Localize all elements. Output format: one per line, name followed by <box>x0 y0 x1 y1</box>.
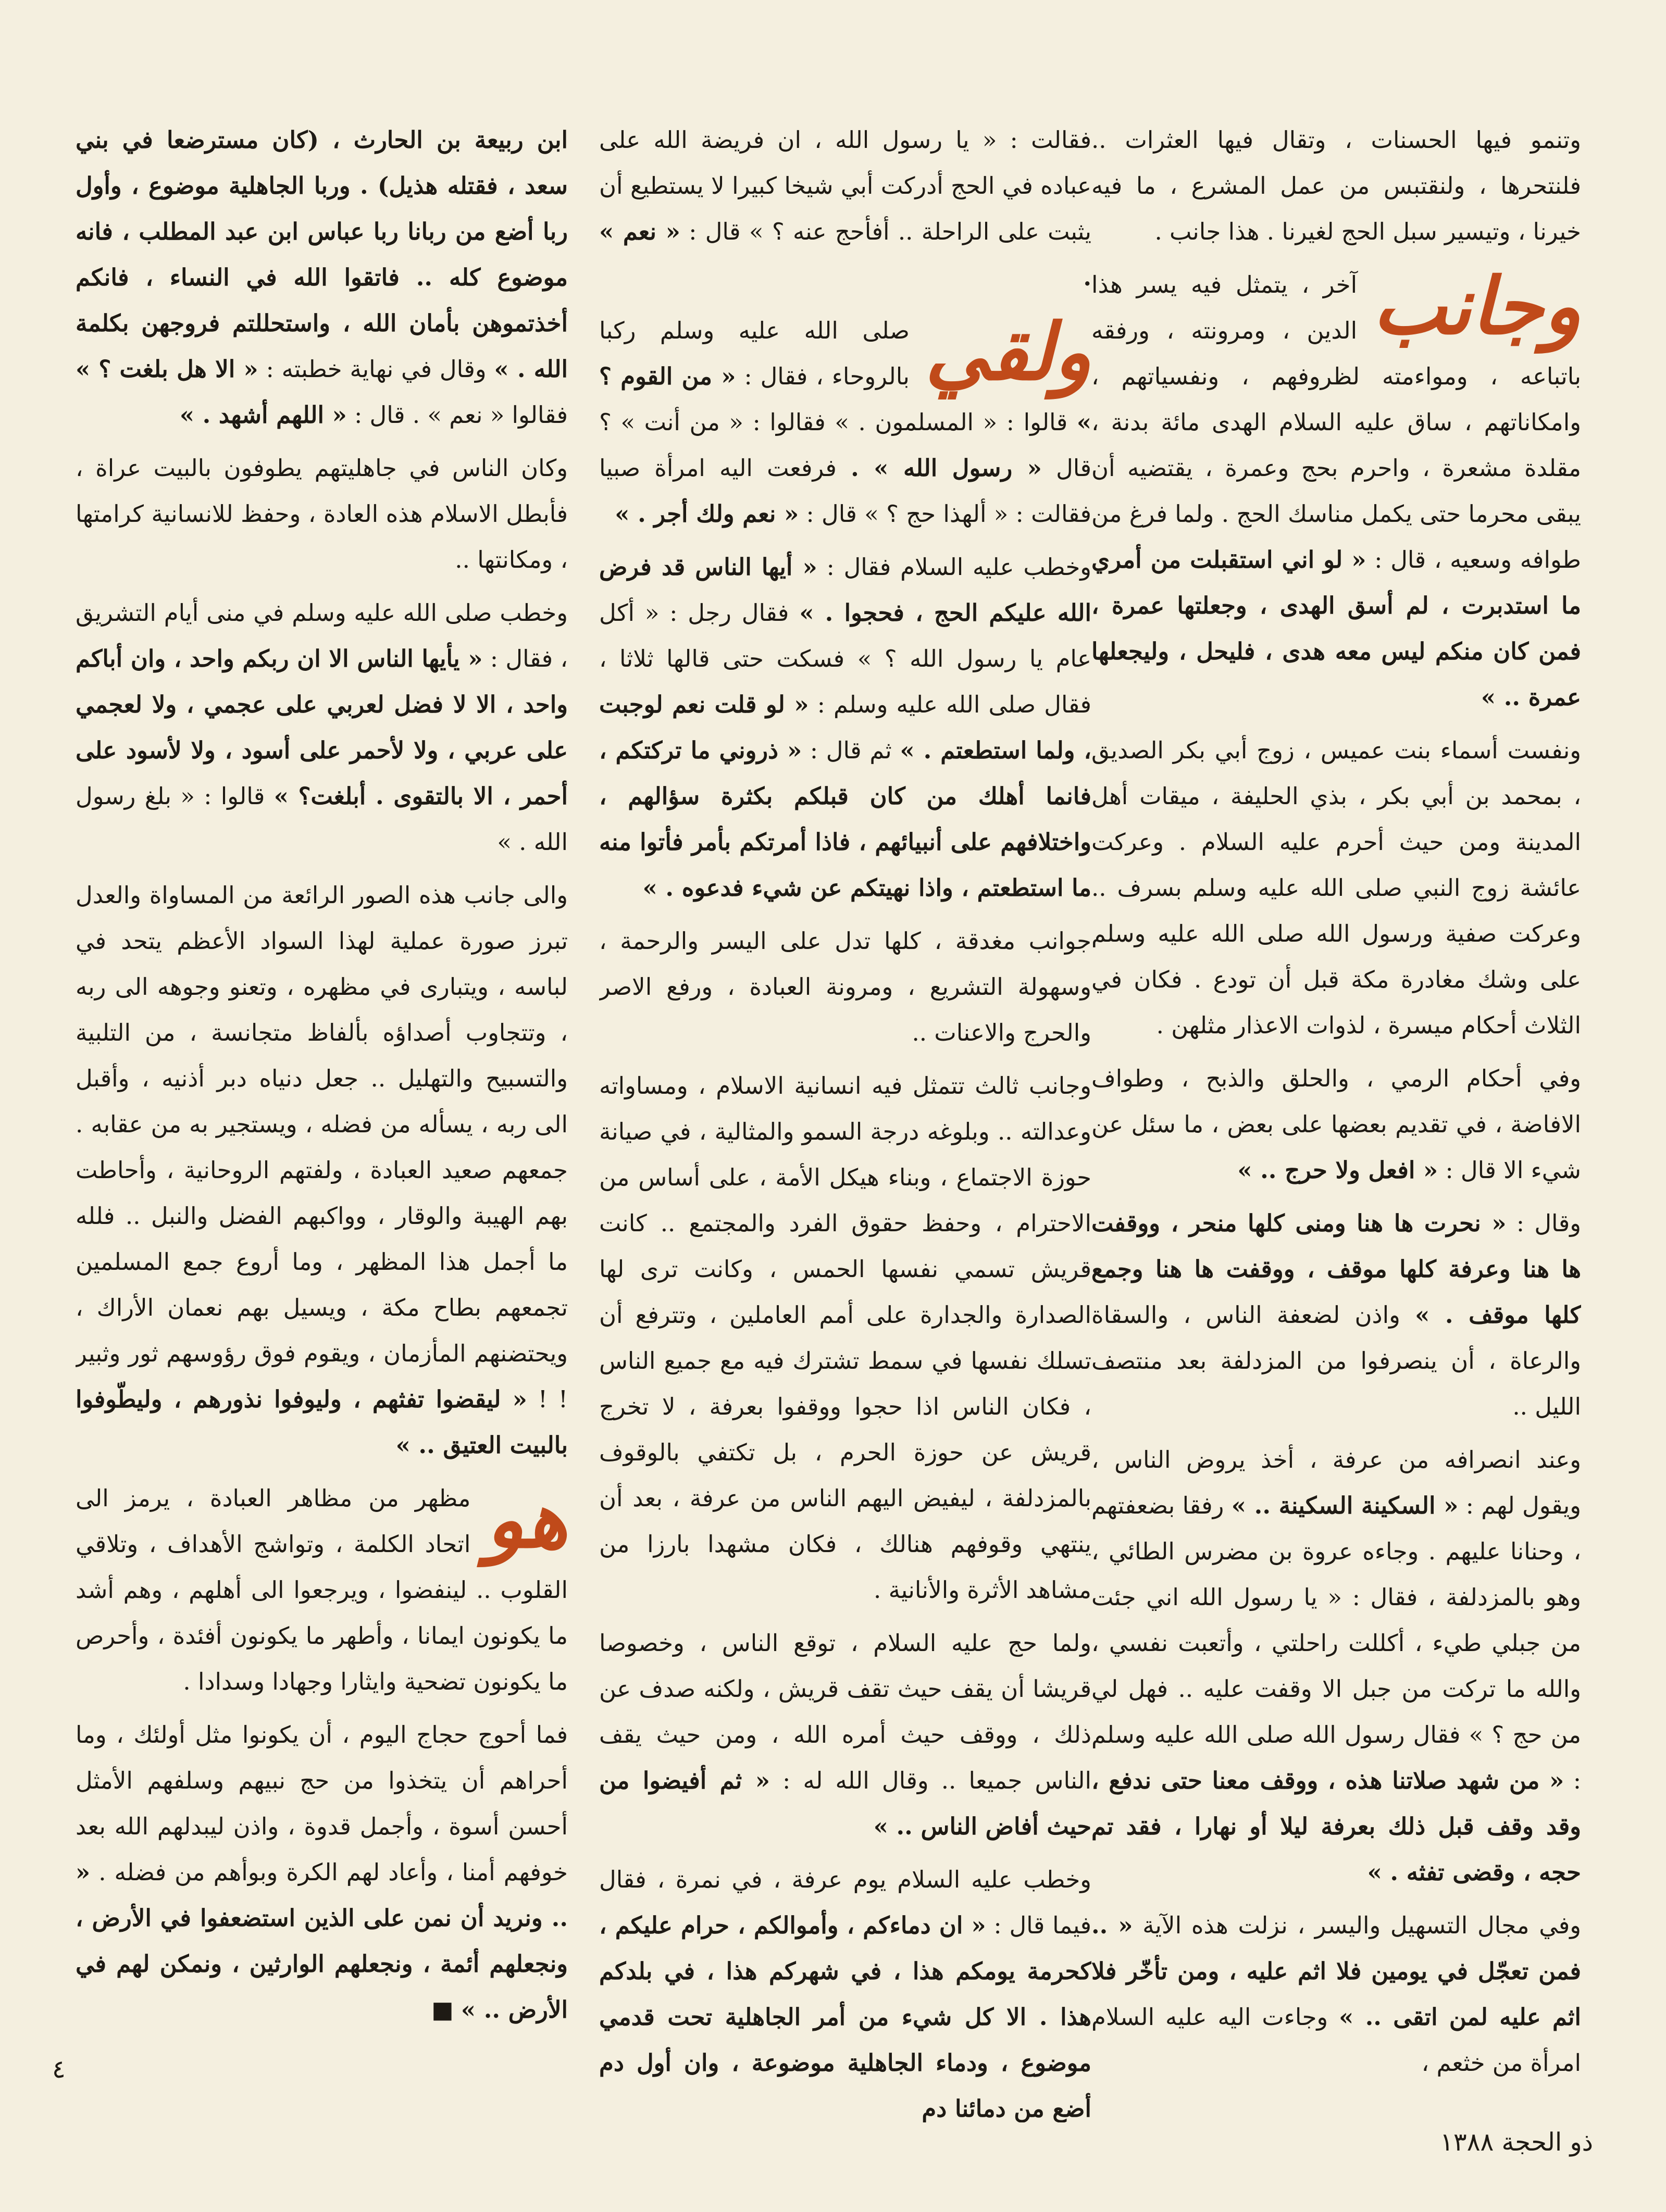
paragraph: وخطب عليه السلام فقال : « أيها الناس قد فرض الله عليكم الحج ، فحجوا . » فقال رجل : « أكل عام يا رسول الله ؟ » فسكت حتى قالها ثلاثا ، فقال صلى الله عليه وسلم : « لو قلت نعم لوجبت ، ولما استطعتم . » ثم قال : « ذروني ما تركتكم ، فانما أهلك من كان قبلكم بكثرة سؤالهم ، واختلافهم على أنبيائهم ، فاذا أمرتكم بأمر فأتوا منه ما استطعتم ، واذا نهيتكم عن شيء فدعوه . » <box>599 553 1091 902</box>
page-number: ٤ <box>52 2055 66 2084</box>
paragraph: وجانب ثالث تتمثل فيه انسانية الاسلام ، ومساواته وعدالته .. وبلوغه درجة السمو والمثالية ، في صيانة حوزة الاجتماع ، وبناء هيكل الأمة ، على أساس من الاحترام ، وحفظ حقوق الفرد والمجتمع .. كانت قريش تسمي نفسها الحمس ، وكانت ترى لها الصدارة والجدارة على أمم العاملين ، وتترفع أن تسلك نفسها في سمط تشترك فيه مع جميع الناس ، فكان الناس اذا حجوا ووقفوا بعرفة ، لا تخرج قريش عن حوزة الحرم ، بل تكتفي بالوقوف بالمزدلفة ، ليفيض اليهم الناس من عرفة ، بعد أن ينتهي وقوفهم هنالك ، فكان مشهدا بارزا من مشاهد الأثرة والأنانية . <box>599 1072 1091 1604</box>
section-headword: هو <box>486 1474 568 1566</box>
paragraph: ولقي صلى الله عليه وسلم ركبا بالروحاء ، فقال : « من القوم ؟ » قالوا : « المسلمون . » فقالوا : « من أنت » ؟ قال « رسول الله » . فرفعت اليه امرأة صبيا فقالت : « ألهذا حج ؟ » قال : « نعم ولك أجر . » <box>599 306 1091 528</box>
paragraph: ابن ربيعة بن الحارث ، (كان مسترضعا في بني سعد ، فقتله هذيل) . وربا الجاهلية موضوع ، وأول ربا أضع من ربانا ربا عباس ابن عبد المطلب ، فانه موضوع كله .. فاتقوا الله في النساء ، فانكم أخذتموهن بأمان الله ، واستحللتم فروجهن بكلمة الله . » وقال في نهاية خطبته : « الا هل بلغت ؟ » فقالوا « نعم » . قال : « اللهم أشهد . » <box>76 126 568 429</box>
hadith-quote: « نحرت ها هنا ومنى كلها منحر ، ووقفت ها هنا وعرفة كلها موقف ، ووقفت ها هنا وجمع كلها موقف . » <box>1091 1209 1581 1329</box>
hadith-quote: « نعم » . <box>599 218 1091 291</box>
paragraph: وكان الناس في جاهليتهم يطوفون بالبيت عراة ، فأبطل الاسلام هذه العادة ، وحفظ للانسانية كرامتها ، ومكانتها .. <box>76 454 568 573</box>
paragraph: وقال : « نحرت ها هنا ومنى كلها منحر ، ووقفت ها هنا وعرفة كلها موقف ، ووقفت ها هنا وجمع كلها موقف . » واذن لضعفة الناس ، والسقاة والرعاة ، أن ينصرفوا من المزدلفة بعد منتصف الليل .. <box>1091 1209 1581 1420</box>
quran-verse: « .. فمن تعجّل في يومين فلا اثم عليه ، ومن تأخّر فلا اثم عليه لمن اتقى .. » <box>1091 1911 1581 2031</box>
hadith-quote: « رسول الله » . <box>851 454 1042 482</box>
quran-verse: « ثم أفيضوا من حيث أفاض الناس .. » <box>599 1767 1091 1840</box>
hadith-quote: « ان دماءكم ، وأموالكم ، حرام عليكم ، كحرمة يومكم هذا ، في شهركم هذا ، في بلدكم هذا . الا كل شيء من أمر الجاهلية تحت قدمي موضوع ، ودماء الجاهلية موضوعة ، وان أول دم أضع من دمائنا دم <box>599 1911 1091 2122</box>
hadith-quote: « لو قلت نعم لوجبت ، ولما استطعتم . » <box>599 691 1091 764</box>
quran-verse: « ليقضوا تفثهم ، وليوفوا نذورهم ، وليطّوفوا بالبيت العتيق .. » <box>76 1385 568 1459</box>
paragraph: ولما حج عليه السلام ، توقع الناس ، وخصوصا قريشا أن يقف حيث تقف قريش ، ولكنه صدف عن ذلك ، ووقف حيث أمره الله ، ومن حيث يقف الناس جميعا .. وقال الله له : « ثم أفيضوا من حيث أفاض الناس .. » <box>599 1629 1091 1840</box>
paragraph: وتنمو فيها الحسنات ، وتقال فيها العثرات .. فلنتحرها ، ولنقتبس من عمل المشرع ، ما فيه خيرنا ، وتيسير سبل الحج لغيرنا . هذا جانب . <box>1091 126 1581 245</box>
hadith-quote: « الا هل بلغت ؟ » <box>76 355 258 383</box>
hadith-quote: « افعل ولا حرج .. » <box>1237 1156 1438 1184</box>
paragraph: وفي أحكام الرمي ، والحلق والذبح ، وطواف الافاضة ، في تقديم بعضها على بعض ، ما سئل عن شيء الا قال : « افعل ولا حرج .. » <box>1091 1065 1581 1184</box>
paragraph: والى جانب هذه الصور الرائعة من المساواة والعدل تبرز صورة عملية لهذا السواد الأعظم يتحد في لباسه ، ويتبارى في مظهره ، وتعنو وجوهه الى ربه ، وتتجاوب أصداؤه بألفاظ متجانسة ، من التلبية والتسبيح والتهليل .. جعل دنياه دبر أذنيه ، وأقبل الى ربه ، يسأله من فضله ، ويستجير به من عقابه . جمعهم صعيد العبادة ، ولفتهم الروحانية ، وأحاطت بهم الهيبة والوقار ، وواكبهم الفضل والنبل .. فلله ما أجمل هذا المظهر ، وما أروع جمع المسلمين تجمعهم بطاح مكة ، ويسيل بهم نعمان الأراك ، ويحتضنهم المأزمان ، ويقوم فوق رؤوسهم ثور وثبير ! ! « ليقضوا تفثهم ، وليوفوا نذورهم ، وليطّوفوا بالبيت العتيق .. » <box>76 881 568 1459</box>
quran-verse: « .. ونريد أن نمن على الذين استضعفوا في الأرض ، ونجعلهم أئمة ، ونجعلهم الوارثين ، ونمكن لهم في الأرض .. » <box>76 1858 568 2023</box>
hadith-quote: « أيها الناس قد فرض الله عليكم الحج ، فحجوا . » <box>599 553 1091 627</box>
paragraph: ونفست أسماء بنت عميس ، زوج أبي بكر الصديق ، بمحمد بن أبي بكر ، بذي الحليفة ، ميقات أهل المدينة ومن حيث أحرم عليه السلام . وعركت عائشة زوج النبي صلى الله عليه وسلم بسرف .. وعركت صفية ورسول الله صلى الله عليه وسلم على وشك مغادرة مكة قبل أن تودع . فكان في الثلاث أحكام ميسرة ، لذوات الاعذار مثلهن . <box>1091 736 1581 1039</box>
hadith-quote: « من شهد صلاتنا هذه ، ووقف معنا حتى ندفع ، وقد وقف قبل ذلك بعرفة ليلا أو نهارا ، فقد تم حجه ، وقضى تفثه . » <box>1091 1767 1581 1886</box>
paragraph: وعند انصرافه من عرفة ، أخذ يروض الناس ، ويقول لهم : « السكينة السكينة .. » رفقا بضعفتهم ، وحنانا عليهم . وجاءه عروة بن مضرس الطائي ، وهو بالمزدلفة ، فقال : « يا رسول الله اني جئت من جبلي طيء ، أكللت راحلتي ، وأتعبت نفسي ، والله ما تركت من جبل الا وقفت عليه .. فهل لي من حج ؟ » فقال رسول الله صلى الله عليه وسلم : « من شهد صلاتنا هذه ، ووقف معنا حتى ندفع ، وقد وقف قبل ذلك بعرفة ليلا أو نهارا ، فقد تم حجه ، وقضى تفثه . » <box>1091 1446 1581 1886</box>
hadith-quote: « من القوم ؟ » <box>599 363 1091 436</box>
hadith-quote: « السكينة السكينة .. » <box>1231 1492 1459 1519</box>
hadith-quote: ابن ربيعة بن الحارث ، (كان مسترضعا في بني سعد ، فقتله هذيل) . وربا الجاهلية موضوع ، وأول ربا أضع من ربانا ربا عباس ابن عبد المطلب ، فانه موضوع كله .. فاتقوا الله في النساء ، فانكم أخذتموهن بأمان الله ، واستحللتم فروجهن بكلمة الله . » <box>76 126 568 383</box>
paragraph: فقالت : « يا رسول الله ، ان فريضة الله على عباده في الحج أدركت أبي شيخا كبيرا لا يستطيع أن يثبت على الراحلة .. أفأحج عنه ؟ » قال : « نعم » . <box>599 126 1091 291</box>
column-right <box>1091 117 1581 2122</box>
hadith-quote: « نعم ولك أجر . » <box>615 500 799 528</box>
paragraph: هو مظهر من مظاهر العبادة ، يرمز الى اتحاد الكلمة ، وتواشج الأهداف ، وتلاقي القلوب .. لينفضوا ، ويرجعوا الى أهلهم ، وهم أشد ما يكونون ايمانا ، وأطهر ما يكونون أفئدة ، وأحرص ما يكونون تضحية وايثارا وجهادا وسدادا . <box>76 1474 568 1695</box>
issue-date: ذو الحجة ١٣٨٨ <box>1440 2128 1593 2157</box>
hadith-quote: « لو اني استقبلت من أمري ما استدبرت ، لم أسق الهدى ، وجعلتها عمرة ، فمن كان منكم ليس معه هدى ، فليحل ، وليجعلها عمرة .. » <box>1091 546 1581 711</box>
paragraph: وخطب عليه السلام يوم عرفة ، في نمرة ، فقال فيما قال : « ان دماءكم ، وأموالكم ، حرام عليكم ، كحرمة يومكم هذا ، في شهركم هذا ، في بلدكم هذا . الا كل شيء من أمر الجاهلية تحت قدمي موضوع ، ودماء الجاهلية موضوعة ، وان أول دم أضع من دمائنا دم <box>599 1866 1091 2122</box>
hadith-quote: « اللهم أشهد . » <box>179 401 347 429</box>
hadith-quote: « يأيها الناس الا ان ربكم واحد ، وان أباكم واحد ، الا لا فضل لعربي على عجمي ، ولا لعجمي على عربي ، ولا لأحمر على أسود ، ولا لأسود على أحمر ، الا بالتقوى . أبلغت؟ » <box>76 645 568 810</box>
column-middle <box>599 117 1091 2122</box>
paragraph: وخطب صلى الله عليه وسلم في منى أيام التشريق ، فقال : « يأيها الناس الا ان ربكم واحد ، وان أباكم واحد ، الا لا فضل لعربي على عجمي ، ولا لعجمي على عربي ، ولا لأحمر على أسود ، ولا لأسود على أحمر ، الا بالتقوى . أبلغت؟ » قالوا : « بلغ رسول الله . » <box>76 599 568 856</box>
end-mark: ■ <box>431 1996 454 2023</box>
paragraph: وجانب آخر ، يتمثل فيه يسر هذا الدين ، ومرونته ، ورفقه باتباعه ، ومواءمته لظروفهم ، ونفسياتهم ، وامكاناتهم ، ساق عليه السلام الهدى مائة بدنة ، مقلدة مشعرة ، واحرم بحج وعمرة ، يقتضيه أن يبقى محرما حتى يكمل مناسك الحج . ولما فرغ من طوافه وسعيه ، قال : « لو اني استقبلت من أمري ما استدبرت ، لم أسق الهدى ، وجعلتها عمرة ، فمن كان منكم ليس معه هدى ، فليحل ، وليجعلها عمرة .. » <box>1091 260 1581 711</box>
section-headword: ولقي <box>925 306 1091 398</box>
section-headword: وجانب <box>1373 260 1581 352</box>
hadith-quote: « ذروني ما تركتكم ، فانما أهلك من كان قبلكم بكثرة سؤالهم ، واختلافهم على أنبيائهم ، فاذا أمرتكم بأمر فأتوا منه ما استطعتم ، واذا نهيتكم عن شيء فدعوه . » <box>599 736 1091 902</box>
column-left <box>76 117 568 2122</box>
paragraph: جوانب مغدقة ، كلها تدل على اليسر والرحمة ، وسهولة التشريع ، ومرونة العبادة ، ورفع الاصر والحرج والاعنات .. <box>599 927 1091 1046</box>
paragraph: وفي مجال التسهيل واليسر ، نزلت هذه الآية « .. فمن تعجّل في يومين فلا اثم عليه ، ومن تأخّر فلا اثم عليه لمن اتقى .. » وجاءت اليه عليه السلام امرأة من خثعم ، <box>1091 1911 1581 2077</box>
paragraph: فما أحوج حجاج اليوم ، أن يكونوا مثل أولئك ، وما أحراهم أن يتخذوا من حج نبيهم وسلفهم الأمثل أحسن أسوة ، وأجمل قدوة ، واذن ليبدلهم الله بعد خوفهم أمنا ، وأعاد لهم الكرة وبوأهم من فضله . « .. ونريد أن نمن على الذين استضعفوا في الأرض ، ونجعلهم أئمة ، ونجعلهم الوارثين ، ونمكن لهم في الأرض .. » ■ <box>76 1721 568 2023</box>
